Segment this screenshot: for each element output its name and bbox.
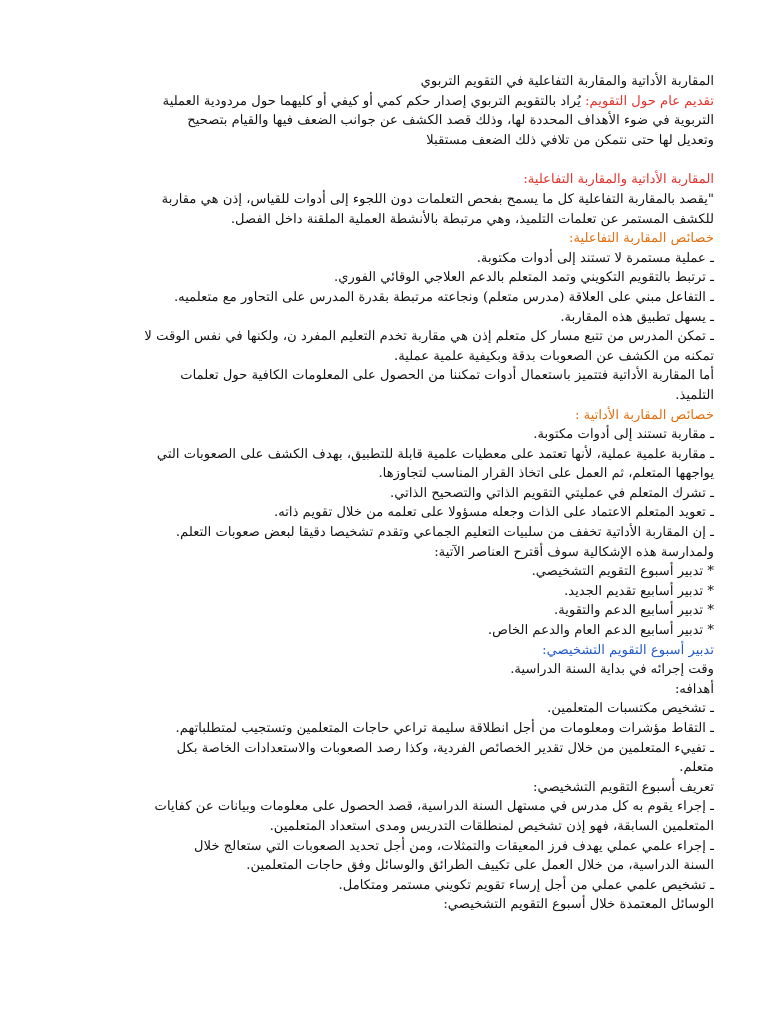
text-line: [102, 503, 714, 523]
line-text: * تدبير أسبوع التقويم التشخيصي.: [531, 564, 714, 580]
text-line: [102, 523, 714, 543]
text-line: [102, 229, 714, 249]
text-line: [102, 210, 714, 230]
text-line: [102, 562, 714, 582]
section-heading: خصائص المقاربة الأداتية :: [575, 407, 714, 423]
text-line: [102, 268, 714, 288]
line-text: يُراد بالتقويم التربوي إصدار حكم كمي أو كيفي أو كليهما حول مردودية العملية: [162, 93, 581, 109]
text-line: [102, 699, 714, 719]
text-line: [102, 366, 714, 386]
text-line: [102, 327, 714, 347]
text-line: [102, 425, 714, 445]
line-text: ـ تشرك المتعلم في عمليتي التقويم الذاتي والتصحيح الذاتي.: [390, 485, 714, 501]
line-text: تعريف أسبوع التقويم التشخيصي:: [533, 779, 714, 795]
text-line: [102, 92, 714, 112]
line-text: * تدبير أسابيع تقديم الجديد.: [564, 583, 714, 599]
text-line: [102, 347, 714, 367]
text-line: [102, 445, 714, 465]
line-text: ـ ترتبط بالتقويم التكويني وتمد المتعلم بالدعم العلاجي الوقائي الفوري.: [334, 270, 714, 286]
text-line: [102, 680, 714, 700]
line-text: تمكنه من الكشف عن الصعوبات بدقة وبكيفية علمية عملية.: [394, 348, 714, 364]
text-line: [102, 170, 714, 190]
line-text: التربوية في ضوء الأهداف المحددة لها، وذلك قصد الكشف عن جوانب الضعف فيها والقيام بتصحيح: [187, 113, 714, 129]
text-line: [102, 190, 714, 210]
text-line: [102, 249, 714, 269]
line-text: * تدبير أسابيع الدعم والتقوية.: [554, 603, 714, 619]
text-line: [102, 856, 714, 876]
text-line: [102, 641, 714, 661]
text-line: [102, 621, 714, 641]
paragraph-gap: [102, 150, 714, 170]
line-text: أهدافه:: [674, 681, 714, 697]
section-heading: خصائص المقاربة التفاعلية:: [569, 231, 714, 247]
text-line: [102, 601, 714, 621]
section-heading: تقديم عام حول التقويم:: [580, 93, 714, 109]
text-line: [102, 308, 714, 328]
text-line: [102, 288, 714, 308]
line-text: وتعديل لها حتى نتمكن من تلافي ذلك الضعف مستقبلا: [426, 132, 714, 148]
text-line: [102, 895, 714, 915]
line-text: ـ إجراء علمي عملي يهدف فرز المعيقات والتمثلات، ومن أجل تحديد الصعوبات التي ستعالج خلال: [194, 838, 714, 854]
text-line: [102, 386, 714, 406]
line-text: ـ التقاط مؤشرات ومعلومات من أجل انطلاقة سليمة تراعي حاجات المتعلمين وتستجيب لمتطلباتهم.: [175, 721, 714, 736]
line-text: * تدبير أسابيع الدعم العام والدعم الخاص.: [487, 623, 714, 639]
line-text: ـ إن المقاربة الأداتية تخفف من سلبيات التعليم الجماعي وتقدم تشخيصا دقيقا لبعض صعوبات التعلم.: [175, 525, 714, 541]
line-text: وقت إجرائه في بداية السنة الدراسية.: [510, 662, 714, 678]
line-text: التلميذ.: [675, 387, 714, 403]
line-text: يواجهها المتعلم، ثم العمل على اتخاذ القرار المناسب لتجاوزها.: [378, 466, 714, 482]
section-heading: المقاربة الأداتية والمقاربة التفاعلية:: [523, 172, 714, 188]
line-text: متعلم.: [679, 760, 714, 776]
text-line: [102, 582, 714, 602]
section-heading: تدبير أسبوع التقويم التشخيصي:: [542, 642, 714, 658]
line-text: المقاربة الأداتية والمقاربة التفاعلية في التقويم التربوي: [420, 74, 714, 89]
text-line: [102, 72, 714, 92]
line-text: ـ تشخيص مكتسبات المتعلمين.: [547, 701, 714, 717]
line-text: ـ عملية مستمرة لا تستند إلى أدوات مكتوبة.: [476, 250, 714, 266]
line-text: أما المقاربة الأداتية فتتميز باستعمال أدوات تمكننا من الحصول على المعلومات الكافية حول تعلمات: [180, 368, 714, 384]
line-text: ـ التفاعل مبني على العلاقة (مدرس متعلم) ونجاعته مرتبطة بقدرة المدرس على التحاور مع متعلميه.: [173, 289, 714, 305]
line-text: ـ تفييء المتعلمين من خلال تقدير الخصائص الفردية، وكذا رصد الصعوبات والاستعدادات الخاصة بكل: [176, 740, 714, 756]
line-text: ـ تمكن المدرس من تتبع مسار كل متعلم إذن هي مقاربة تخدم التعليم المفرد ن، ولكنها في نفس الوقت لا: [144, 329, 714, 345]
text-line: [102, 817, 714, 837]
line-text: ـ تشخيص علمي عملي من أجل إرساء تقويم تكويني مستمر ومتكامل.: [338, 877, 714, 893]
text-line: [102, 111, 714, 131]
line-text: ولمدارسة هذه الإشكالية سوف أقترح العناصر الآتية:: [434, 544, 714, 560]
text-line: [102, 739, 714, 759]
line-text: المتعلمين السابقة، فهو إذن تشخيص لمنطلقات التدريس ومدى استعداد المتعلمين.: [269, 818, 714, 834]
line-text: للكشف المستمر عن تعلمات التلميذ، وهي مرتبطة بالأنشطة العملية الملقنة داخل الفصل.: [230, 211, 714, 227]
text-line: [102, 837, 714, 857]
line-text: ـ مقاربة تستند إلى أدوات مكتوبة.: [533, 427, 714, 443]
text-line: [102, 719, 714, 739]
line-text: السنة الدراسية، من خلال العمل على تكييف الطرائق والوسائل وفق حاجات المتعلمين.: [246, 858, 714, 874]
line-text: الوسائل المعتمدة خلال أسبوع التقويم التشخيصي:: [443, 897, 714, 913]
text-line: [102, 660, 714, 680]
line-text: "يقصد بالمقاربة التفاعلية كل ما يسمح بفحص التعلمات دون اللجوء إلى أدوات للقياس، إذن هي مقاربة: [161, 191, 714, 207]
text-line: [102, 797, 714, 817]
line-text: ـ تعويد المتعلم الاعتماد على الذات وجعله مسؤولا على تعلمه من خلال تقويم ذاته.: [274, 505, 714, 521]
text-line: [102, 876, 714, 896]
line-text: ـ مقاربة علمية عملية، لأنها تعتمد على معطيات علمية قابلة للتطبيق، بهدف الكشف على الصعوبات التي: [156, 446, 714, 462]
text-line: [102, 778, 714, 798]
line-text: ـ إجراء يقوم به كل مدرس في مستهل السنة الدراسية، قصد الحصول على معلومات وبيانات عن كفايات: [154, 799, 714, 815]
text-line: [102, 758, 714, 778]
line-text: ـ يسهل تطبيق هذه المقاربة.: [560, 309, 714, 325]
text-line: [102, 464, 714, 484]
text-line: [102, 406, 714, 426]
text-line: [102, 543, 714, 563]
text-line: [102, 131, 714, 151]
text-line: [102, 484, 714, 504]
